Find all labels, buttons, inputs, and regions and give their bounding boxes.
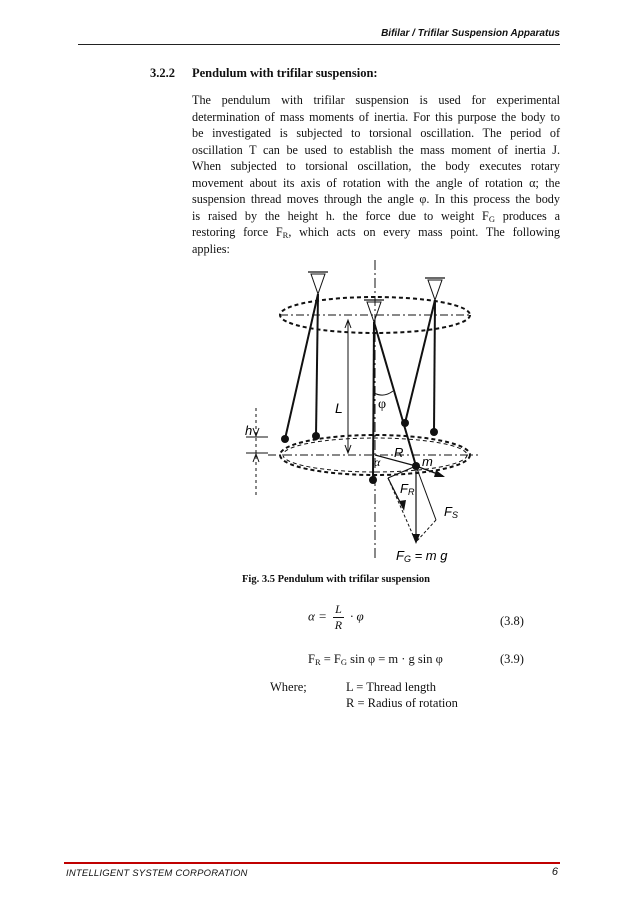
paragraph-line: The pendulum with trifilar suspension is used for experimental bbox=[192, 93, 560, 107]
equation-lhs: α = bbox=[308, 608, 327, 624]
mass-point bbox=[312, 432, 320, 440]
text-run: , which acts on every mass point. The following bbox=[288, 225, 560, 239]
thread bbox=[434, 300, 435, 432]
footer-rule bbox=[64, 862, 560, 864]
text-run: produces a bbox=[494, 208, 561, 223]
text-run: F bbox=[308, 652, 315, 666]
section-title: Pendulum with trifilar suspension: bbox=[192, 66, 378, 80]
paragraph-line: movement about its axis of rotation with the angle of rotation α; the bbox=[192, 175, 560, 190]
suspension-cone bbox=[308, 272, 328, 294]
label-FG: FG = m g bbox=[396, 548, 448, 564]
text-run: is raised by the height h. the force due to weight F bbox=[192, 208, 489, 223]
text-run: sin φ = m · g sin φ bbox=[347, 652, 443, 666]
paragraph-line: oscillation T can be used to establish the mass moment of inertia J. bbox=[192, 142, 560, 157]
subscript: R bbox=[282, 230, 289, 240]
suspension-cone bbox=[364, 300, 384, 322]
paragraph-line: determination of mass moments of inertia. For this purpose the body to bbox=[192, 109, 560, 124]
paragraph-line: applies: bbox=[192, 241, 230, 256]
subscript: G bbox=[488, 213, 495, 224]
equation-3-8 bbox=[308, 602, 364, 633]
fraction-numerator: L bbox=[335, 602, 342, 616]
header-rule bbox=[78, 44, 560, 45]
equation-rhs: · φ bbox=[350, 608, 364, 624]
thread-displaced bbox=[405, 300, 435, 423]
definition-R: R = Radius of rotation bbox=[346, 695, 458, 710]
paragraph-line: suspension thread moves through the angle φ. In this process the body bbox=[192, 192, 560, 206]
running-header: Bifilar / Trifilar Suspension Apparatus bbox=[381, 28, 560, 39]
definition-L: L = Thread length bbox=[346, 680, 437, 694]
thread-force-line bbox=[416, 466, 436, 520]
label-FR: FR bbox=[400, 481, 415, 497]
body-paragraph bbox=[192, 92, 560, 257]
label-R: R bbox=[394, 445, 404, 460]
fraction bbox=[333, 602, 344, 633]
subscript: R bbox=[314, 657, 321, 667]
equation-number: (3.8) bbox=[500, 614, 524, 628]
mass-point bbox=[401, 419, 409, 427]
paragraph-line bbox=[192, 224, 560, 241]
footer-company: INTELLIGENT SYSTEM CORPORATION bbox=[66, 868, 248, 879]
definitions bbox=[346, 680, 458, 711]
pendulum-figure bbox=[228, 258, 478, 568]
label-m: m bbox=[422, 454, 433, 469]
phi-arc bbox=[374, 391, 393, 395]
fraction-denominator: R bbox=[334, 618, 343, 632]
mass-point bbox=[430, 428, 438, 436]
arrowhead bbox=[434, 470, 445, 477]
force-construction-line bbox=[416, 520, 436, 542]
equation-3-9 bbox=[308, 652, 443, 667]
section-heading bbox=[150, 66, 378, 81]
text-run: = F bbox=[320, 652, 341, 666]
paragraph-line: When subjected to torsional oscillation, the body executes rotary bbox=[192, 159, 560, 173]
label-L: L bbox=[335, 400, 343, 416]
thread-displaced bbox=[285, 294, 318, 439]
paragraph-line: be investigated is subjected to torsional oscillation. The period of bbox=[192, 126, 560, 140]
suspension-cone bbox=[425, 278, 445, 300]
label-FS: FS bbox=[444, 504, 458, 520]
paragraph-line bbox=[192, 208, 560, 225]
page-number: 6 bbox=[551, 866, 558, 878]
section-number: 3.2.2 bbox=[150, 66, 175, 80]
pendulum-diagram bbox=[228, 258, 478, 568]
subscript: G bbox=[340, 657, 348, 667]
where-label: Where; bbox=[270, 680, 307, 694]
mass-point bbox=[281, 435, 289, 443]
mass-point bbox=[369, 476, 377, 484]
label-h: h bbox=[245, 423, 253, 438]
equation-number: (3.9) bbox=[500, 652, 524, 666]
text-run: restoring force F bbox=[192, 225, 283, 239]
label-alpha: α bbox=[374, 455, 381, 469]
label-phi: φ bbox=[378, 397, 387, 412]
figure-caption: Fig. 3.5 Pendulum with trifilar suspension bbox=[242, 574, 430, 585]
